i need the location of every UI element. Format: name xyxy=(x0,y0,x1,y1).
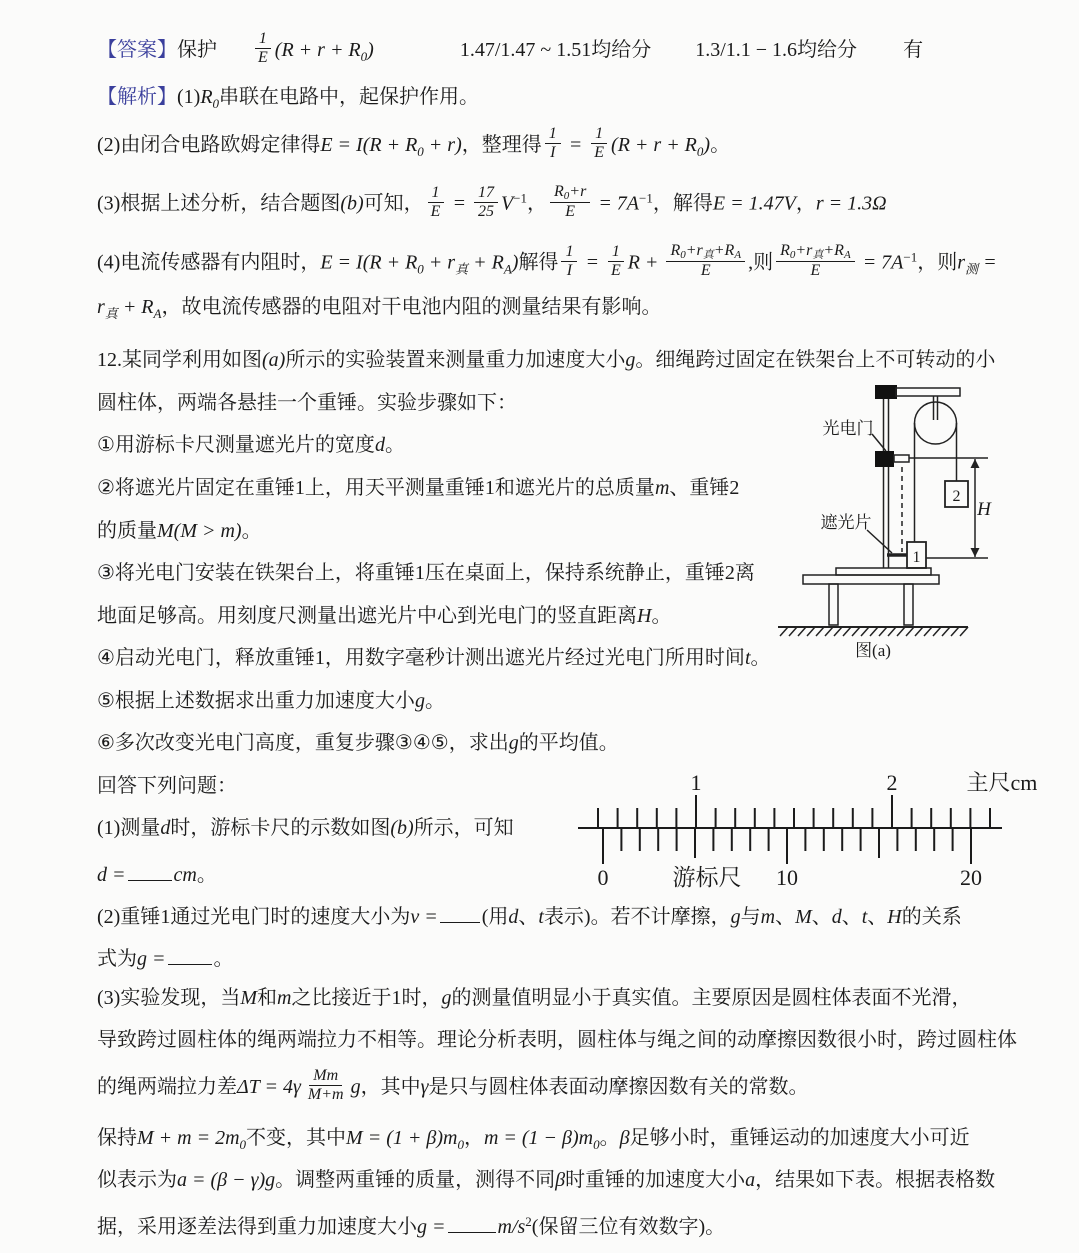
line-step-3b: 地面足够高。用刻度尺测量出遮光片中心到光电门的竖直距离H。 xyxy=(97,605,672,627)
main-tick-label-2: 2 xyxy=(886,770,898,795)
main-tick-label-1: 1 xyxy=(690,770,702,795)
line-q12-intro-2: 圆柱体，两端各悬挂一个重锤。实验步骤如下： xyxy=(97,392,517,414)
line-analysis-2: (2)由闭合电路欧姆定律得$E = I(R + R_0 + r)$，整理得 $\frac{1}{I}$ = $\frac{1}{E}$ $(R + r + R_0)$。 xyxy=(97,125,731,161)
line-step-3a: ③将光电门安装在铁架台上，将重锤1压在桌面上，保持系统静止，重锤2离 xyxy=(97,562,755,584)
line-step-2b: 的质量M(M > m)。 xyxy=(97,520,262,542)
figure-b-vernier-diagram xyxy=(562,760,1052,892)
weight-2-label: 2 xyxy=(952,488,961,505)
h-arrowhead-top xyxy=(971,459,980,468)
pulley xyxy=(915,402,957,444)
line-step-2a: ②将遮光片固定在重锤1上，用天平测量重锤1和遮光片的总质量m、重锤2 xyxy=(97,477,740,499)
vernier-tick-label-20: 20 xyxy=(960,865,982,890)
line-answer: 【答案】保护 $\frac{1}{E}$ $(R + r + R_0)$ 1.47/1.47 ~ 1.51均给分 1.3/1.1 − 1.6均给分 有 xyxy=(97,30,924,66)
line-step-5: ⑤根据上述数据求出重力加速度大小g。 xyxy=(97,690,445,712)
height-h-label: H xyxy=(977,499,991,520)
line-q2-2: 式为g = 。 xyxy=(97,943,234,972)
line-q12-intro-1: 12.某同学利用如图(a)所示的实验装置来测量重力加速度大小g。细绳跨过固定在铁架台上不可转动的小 xyxy=(97,349,996,371)
weight-1-label: 1 xyxy=(912,549,921,566)
vernier-tick-label-0: 0 xyxy=(597,865,609,890)
shutter-label: 遮光片 xyxy=(820,513,872,532)
line-q3-3: 的绳两端拉力差ΔT = 4γ $\frac{Mm}{M+m}$ g，其中γ是只与圆柱体表面动摩擦因数有关的常数。 xyxy=(97,1067,809,1103)
tabletop-upper xyxy=(836,568,931,575)
line-q3-2: 导致跨过圆柱体的绳两端拉力不相等。理论分析表明，圆柱体与绳之间的动摩擦因数很小时，跨过圆柱体 xyxy=(97,1029,1017,1051)
line-q3-1: (3)实验发现，当M和m之比接近于1时，g的测量值明显小于真实值。主要原因是圆柱体表面不光滑， xyxy=(97,987,972,1009)
tabletop-lower xyxy=(803,575,939,584)
horizontal-arm xyxy=(896,388,960,396)
line-q1-1: (1)测量d时，游标卡尺的示数如图(b)所示，可知 xyxy=(97,817,514,839)
top-clamp xyxy=(875,385,897,399)
photogate-arm xyxy=(894,455,909,462)
figure-a-apparatus-diagram xyxy=(772,378,1012,670)
h-arrowhead-bottom xyxy=(971,548,980,557)
main-scale-ticks xyxy=(598,795,990,828)
line-step-4: ④启动光电门，释放重锤1，用数字毫秒计测出遮光片经过光电门所用时间t。 xyxy=(97,647,771,669)
ground-hatching xyxy=(780,627,968,636)
line-step-1: ①用游标卡尺测量遮光片的宽度d。 xyxy=(97,434,405,456)
line-q3-4: 保持$M + m = 2m_0$不变，其中$M = (1 + \beta)m_0$，$m = (1 - \beta)m_0$。β足够小时，重锤运动的加速度大小可近 xyxy=(97,1127,970,1152)
line-q3-6: 据，采用逐差法得到重力加速度大小$g = m/s^2$(保留三位有效数字)。 xyxy=(97,1211,725,1240)
table-leg-right xyxy=(904,584,913,625)
line-analysis-4a: (4)电流传感器有内阻时，$E = I(R + R_0 + r_真 + R_A)$解得 $\frac{1}{I}$ = $\frac{1}{E}$ R + $\frac{R_0+r_真+R_A}{E}$ ,则 $\frac{R_0+r_真+R_A}{E}$ = $7A^{-1}$，则$r_测$ = xyxy=(97,242,997,280)
vernier-scale-ticks xyxy=(603,828,971,864)
line-step-6: ⑥多次改变光电门高度，重复步骤③④⑤，求出g的平均值。 xyxy=(97,732,619,754)
vernier-name-label: 游标尺 xyxy=(672,865,742,890)
line-analysis-1: 【解析】$(1)R_0$串联在电路中，起保护作用。 xyxy=(97,86,480,111)
photogate-block xyxy=(875,451,894,467)
line-analysis-4b: $r_真 + R_A$，故电流传感器的电阻对干电池内阻的测量结果有影响。 xyxy=(97,296,662,321)
photogate-label: 光电门 xyxy=(822,419,874,438)
line-q2-1: (2)重锤1通过光电门时的速度大小为v = (用d、t表示)。若不计摩擦，g与m、M、d、t、H的关系 xyxy=(97,901,962,930)
figure-a-caption: 图(a) xyxy=(855,641,891,660)
line-q1-2: d = cm。 xyxy=(97,859,217,888)
line-analysis-3: (3)根据上述分析，结合题图(b)可知， $\frac{1}{E}$ = $\frac{17}{25}$ $V^{-1}$， $\frac{R_0+r}{E}$ = $7A^{-1}$，解得E = 1.47V，r = 1.3Ω xyxy=(97,183,887,221)
line-prompt: 回答下列问题： xyxy=(97,775,237,797)
main-scale-unit-label: 主尺cm xyxy=(966,770,1038,795)
table-leg-left xyxy=(829,584,838,625)
vernier-tick-label-10: 10 xyxy=(776,865,798,890)
line-q3-5: 似表示为a = (β − γ)g。调整两重锤的质量，测得不同β时重锤的加速度大小a，结果如下表。根据表格数 xyxy=(97,1169,996,1191)
